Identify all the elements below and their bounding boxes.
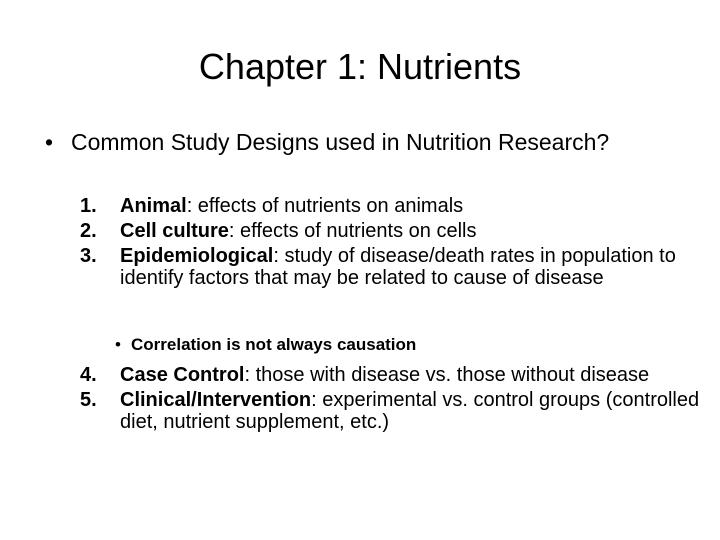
list-item-clinical-intervention bbox=[80, 389, 710, 433]
list-item-description: : effects of nutrients on animals bbox=[186, 195, 464, 217]
list-item-description: : study of disease/death rates in population to identify factors that may be related to cause of disease bbox=[120, 245, 676, 289]
numbered-list-part-2 bbox=[80, 364, 710, 433]
list-item-epidemiological bbox=[80, 245, 710, 289]
list-item-description: : effects of nutrients on cells bbox=[228, 220, 477, 242]
slide-title: Chapter 1: Nutrients bbox=[198, 46, 522, 87]
list-item-term: Animal bbox=[120, 195, 187, 217]
sub-bullet-marker: • bbox=[115, 335, 121, 354]
main-bullet bbox=[45, 128, 685, 157]
list-item-number: 2. bbox=[80, 220, 97, 242]
list-item-term: Epidemiological bbox=[120, 245, 274, 267]
main-bullet-text: Common Study Designs used in Nutrition Research? bbox=[71, 129, 610, 155]
bullet-marker: • bbox=[45, 129, 54, 155]
list-item-number: 1. bbox=[80, 195, 97, 217]
list-item-description: : those with disease vs. those without disease bbox=[244, 364, 650, 386]
list-item-animal bbox=[80, 195, 710, 217]
list-item-number: 5. bbox=[80, 389, 97, 411]
numbered-list-part-1 bbox=[80, 195, 710, 289]
list-item-number: 3. bbox=[80, 245, 97, 267]
list-item-number: 4. bbox=[80, 364, 97, 386]
list-item-cell-culture bbox=[80, 220, 710, 242]
list-item-case-control bbox=[80, 364, 710, 386]
sub-bullet-text: Correlation is not always causation bbox=[131, 335, 417, 354]
list-item-description: : experimental vs. control groups (controlled diet, nutrient supplement, etc.) bbox=[120, 389, 700, 433]
sub-bullet bbox=[115, 335, 416, 355]
list-item-term: Cell culture bbox=[120, 220, 229, 242]
list-item-term: Case Control bbox=[120, 364, 245, 386]
list-item-term: Clinical/Intervention bbox=[120, 389, 312, 411]
